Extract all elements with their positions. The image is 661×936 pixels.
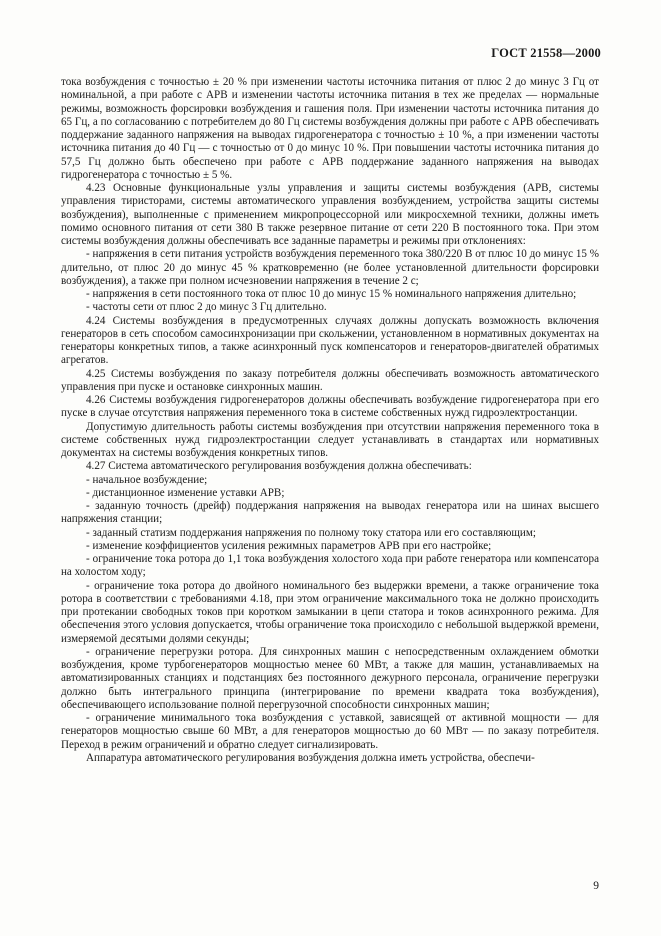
paragraph: - напряжения в сети питания устройств возбуждения переменного тока 380/220 В от плюс 10 до минус 15 % длительно, от плюс 20 до минус 45 % кратковременно (не более установленной длительности форсировки возбуждения), а также при полном исчезновении напряжения в течение 2 с; bbox=[61, 248, 599, 287]
paragraph: 4.25 Системы возбуждения по заказу потребителя должны обеспечивать возможность автоматического управления при пуске и остановке синхронных машин. bbox=[61, 367, 599, 393]
paragraph: 4.23 Основные функциональные узлы управления и защиты системы возбуждения (АРВ, системы управления тиристорами, системы автоматического управления возбуждением, устройства защиты системы возбуждения), выполненные с применением микропроцессорной или микросхемной техники, должны иметь помимо основного питания от сети 380 В также резервное питание от сети 220 В постоянного тока. При этом системы возбуждения должны обеспечивать все заданные параметры и режимы при отклонениях: bbox=[61, 182, 599, 247]
document-body bbox=[61, 76, 599, 765]
paragraph: Аппаратура автоматического регулирования возбуждения должна иметь устройства, обеспечи- bbox=[86, 751, 535, 764]
paragraph: Допустимую длительность работы системы возбуждения при отсутствии напряжения переменного тока в системе собственных нужд гидроэлектростанции следует устанавливать в стандартах или нормативных документах на системы возбуждения конкретных типов. bbox=[61, 420, 599, 459]
paragraph: 4.26 Системы возбуждения гидрогенераторов должны обеспечивать возбуждение гидрогенератора при его пуске в случае отсутствия напряжения переменного тока в системе собственных нужд гидроэлектростанции. bbox=[61, 394, 599, 420]
standard-designation: ГОСТ 21558—2000 bbox=[491, 46, 601, 60]
page-number: 9 bbox=[593, 880, 599, 892]
paragraph: 4.27 Система автоматического регулирования возбуждения должна обеспечивать: bbox=[86, 460, 472, 473]
paragraph: - заданную точность (дрейф) поддержания напряжения на выводах генератора или на шинах высшего напряжения станции; bbox=[61, 500, 599, 526]
paragraph: - частоты сети от плюс 2 до минус 3 Гц длительно. bbox=[86, 301, 327, 314]
paragraph: - дистанционное изменение уставки АРВ; bbox=[86, 486, 285, 499]
paragraph: - ограничение тока ротора до 1,1 тока возбуждения холостого хода при работе генератора или компенсатора на холостом ходу; bbox=[61, 553, 599, 579]
paragraph: - заданный статизм поддержания напряжения по полному току статора или его составляющим; bbox=[86, 526, 536, 539]
paragraph: - изменение коэффициентов усиления режимных параметров АРВ при его настройке; bbox=[86, 539, 492, 552]
paragraph: - напряжения в сети постоянного тока от плюс 10 до минус 15 % номинального напряжения длительно; bbox=[86, 288, 577, 300]
paragraph: 4.24 Системы возбуждения в предусмотренных случаях должны допускать возможность включения генераторов в сеть способом самосинхронизации при скольжении, установленном в нормативных документах на генераторы конкретных типов, а также асинхронный пуск компенсаторов и генераторов-двигателей обратимых агрегатов. bbox=[61, 314, 599, 367]
paragraph: - ограничение минимального тока возбуждения с уставкой, зависящей от активной мощности — для генераторов мощностью свыше 60 МВт, а для генераторов мощностью до 60 МВт — по заказу потребителя. Переход в режим ограничений и обратно следует сигнализировать. bbox=[61, 712, 599, 751]
paragraph: - ограничение перегрузки ротора. Для синхронных машин с непосредственным охлаждением обмотки возбуждения, кроме турбогенераторов мощностью менее 60 МВт, а также для машин, устанавливаемых на автоматизированных станциях и подстанциях без постоянного дежурного персонала, ограничение перегрузки должно быть интегрального принципа (интегрирование по времени квадрата тока возбуждения), обеспечивающего использование полной перегрузочной способности синхронных машин; bbox=[61, 645, 599, 711]
paragraph: тока возбуждения с точностью ± 20 % при изменении частоты источника питания от плюс 2 до минус 3 Гц от номинальной, а при работе с АРВ и изменении частоты источника питания в тех же пределах — нормальные режимы, возможность форсировки возбуждения и гашения поля. При изменении частоты источника питания до 65 Гц, а по согласованию с потребителем до 80 Гц системы возбуждения должны при работе с АРВ обеспечивать поддержание заданного напряжения на выводах гидрогенератора с точностью ± 10 %, а при изменении частоты источника питания до 40 Гц — с точностью от 0 до минус 10 %. При повышении частоты источника питания до 57,5 Гц должно быть обеспечено при работе с АРВ поддержание заданного напряжения на выводах гидрогенератора с точностью ± 5 %. bbox=[61, 76, 599, 181]
paragraph: - ограничение тока ротора до двойного номинального без выдержки времени, а также ограничение тока ротора в соответствии с требованиями 4.18, при этом ограничение максимального тока не должно происходить при протекании свободных токов при коротком замыкании в цепи статора и токов асинхронного режима. Для обеспечения этого условия допускается, чтобы ограничение тока происходило с небольшой выдержкой времени, измеряемой десятыми долями секунды; bbox=[61, 579, 599, 645]
paragraph: - начальное возбуждение; bbox=[86, 473, 208, 486]
